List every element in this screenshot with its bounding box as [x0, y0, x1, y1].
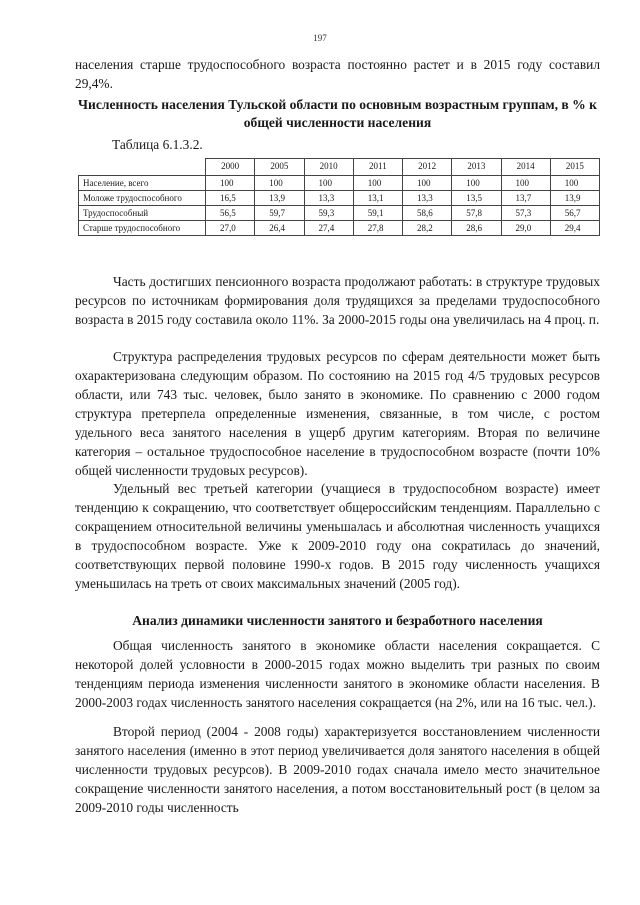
table-cell: 58,6: [403, 206, 452, 221]
table-cell: 100: [452, 176, 501, 191]
table-cell: 13,9: [255, 191, 304, 206]
body-paragraph: Структура распределения трудовых ресурсов по сферам деятельности может быть охарактеризована следующим образом. По состоянию на 2015 год 4/5 трудовых ресурсов области, или 743 тыс. человек, было занято в экономике. По сравнению с 2000 годом структура претерпела определенные изменения, связанные, в том числе, с ростом удельного веса занятого населения в ущерб другим категориям. Вторая по величине категория – остальное трудоспособное население в трудоспособном возрасте (почти 10% общей численности трудовых ресурсов).: [75, 349, 600, 478]
table-label: Таблица 6.1.3.2.: [112, 137, 203, 152]
column-header: 2012: [403, 159, 452, 176]
column-header: 2010: [304, 159, 353, 176]
table-cell: 59,7: [255, 206, 304, 221]
table-cell: 29,0: [501, 221, 550, 236]
table-cell: 100: [206, 176, 255, 191]
table-cell: 56,7: [550, 206, 599, 221]
intro-paragraph: населения старше трудоспособного возраста постоянно растет и в 2015 году составил 29,4%.: [75, 57, 600, 91]
table-cell: 59,3: [304, 206, 353, 221]
table-cell: 100: [403, 176, 452, 191]
table-cell: 100: [304, 176, 353, 191]
row-label: Моложе трудоспособного: [79, 191, 206, 206]
table-cell: 27,4: [304, 221, 353, 236]
table-cell: 13,7: [501, 191, 550, 206]
column-header: 2005: [255, 159, 304, 176]
table-cell: 27,0: [206, 221, 255, 236]
table-row: [79, 221, 600, 236]
table-cell: 100: [353, 176, 402, 191]
table-cell: 16,5: [206, 191, 255, 206]
table-title: Численность населения Тульской области по основным возрастным группам, в % к общей численности населения: [78, 97, 597, 130]
column-header: 2014: [501, 159, 550, 176]
column-header: 2013: [452, 159, 501, 176]
table-cell: 100: [550, 176, 599, 191]
age-groups-table: [78, 158, 600, 236]
table-cell: 13,5: [452, 191, 501, 206]
table-row: [79, 206, 600, 221]
table-row: [79, 191, 600, 206]
table-cell: 26,4: [255, 221, 304, 236]
page-number: 197: [313, 33, 327, 43]
body-paragraph: Второй период (2004 - 2008 годы) характеризуется восстановлением численности занятого населения (именно в этот период увеличивается доля занятого населения в общей численности трудовых ресурсов). В 2009-2010 годах сначала имело место значительное сокращение численности занятого населения, а потом восстановительный рост (в целом за 2009-2010 годы численность: [75, 724, 600, 815]
column-header: 2011: [353, 159, 402, 176]
row-label: Старше трудоспособного: [79, 221, 206, 236]
table-cell: 28,2: [403, 221, 452, 236]
body-paragraph: Часть достигших пенсионного возраста продолжают работать: в структуре трудовых ресурсов по источникам формирования доля трудящихся за пределами трудоспособного возраста в 2015 году составила около 11%. За 2000-2015 годы она увеличилась на 4 проц. п.: [75, 274, 600, 327]
body-paragraph: Общая численность занятого в экономике области населения сокращается. С некоторой долей условности в 2000-2015 годах можно выделить три разных по своим тенденциям периода изменения численности занятого в экономике области населения. В 2000-2003 годах численность занятого населения сокращается (на 2%, или на 16 тыс. чел.).: [75, 638, 600, 710]
table-cell: 100: [501, 176, 550, 191]
table-cell: 13,1: [353, 191, 402, 206]
table-cell: 29,4: [550, 221, 599, 236]
table-cell: 28,6: [452, 221, 501, 236]
table-cell: 13,3: [304, 191, 353, 206]
row-label: Трудоспособный: [79, 206, 206, 221]
table-cell: 13,3: [403, 191, 452, 206]
table-cell: 59,1: [353, 206, 402, 221]
body-paragraph: Удельный вес третьей категории (учащиеся в трудоспособном возрасте) имеет тенденцию к сокращению, что соответствует общероссийским тенденциям. Параллельно с сокращением относительной величины уменьшалась и абсолютная численность учащихся в трудоспособном возрасте. Уже к 2009-2010 году она сократилась до значений, соответствующих первой половине 1990-х годов. В 2015 году численность учащихся уменьшилась на треть от своих максимальных значений (2005 год).: [75, 481, 600, 591]
table-header-row: [79, 159, 600, 176]
table-cell: 57,8: [452, 206, 501, 221]
column-header: 2000: [206, 159, 255, 176]
row-label: Население, всего: [79, 176, 206, 191]
section-heading: Анализ динамики численности занятого и безработного населения: [132, 613, 543, 628]
table-cell: 13,9: [550, 191, 599, 206]
table-cell: 57,3: [501, 206, 550, 221]
table-cell: 100: [255, 176, 304, 191]
table-row: [79, 176, 600, 191]
table-cell: 56,5: [206, 206, 255, 221]
column-header: 2015: [550, 159, 599, 176]
table-cell: 27,8: [353, 221, 402, 236]
table-corner-cell: [79, 159, 206, 176]
